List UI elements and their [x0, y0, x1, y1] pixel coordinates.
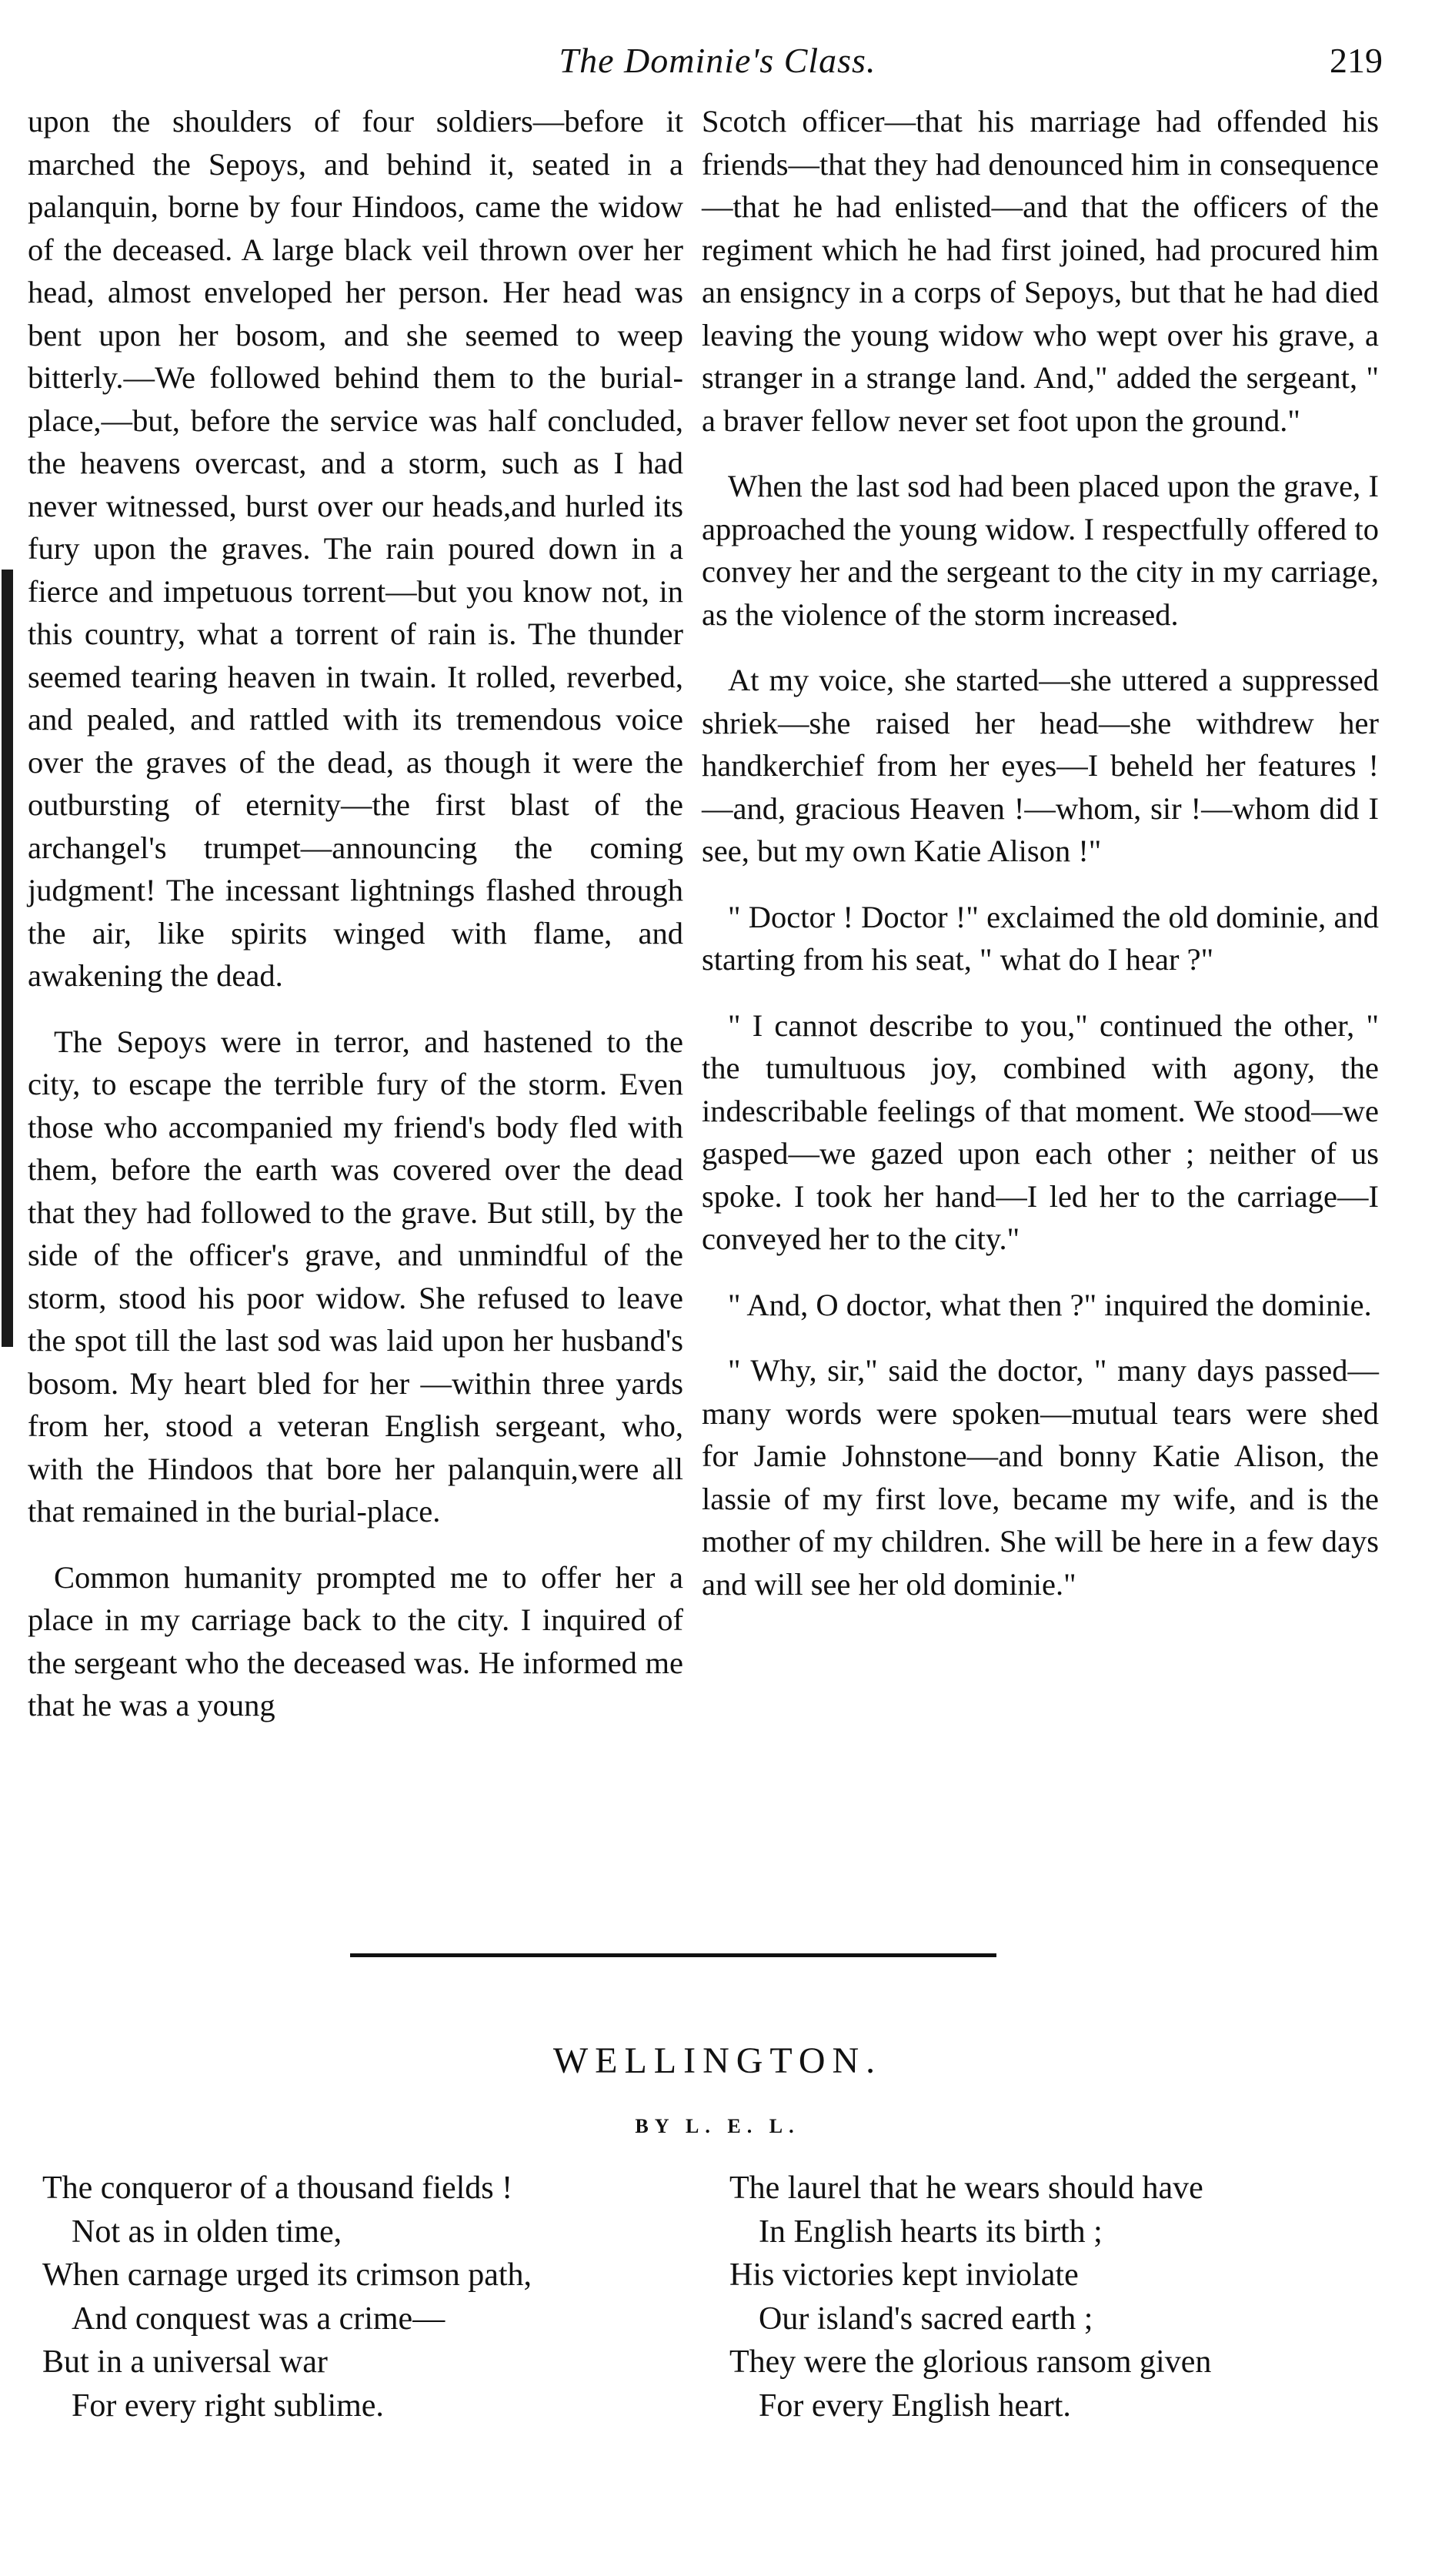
poem-line: For every right sublime. [72, 2387, 384, 2424]
poem-line: Not as in olden time, [72, 2213, 342, 2250]
page-number: 219 [1330, 41, 1383, 80]
poem-byline: BY L. E. L. [635, 2115, 800, 2137]
paragraph: " Doctor ! Doctor !" exclaimed the old dominie, and starting from his seat, " what do I hear ?" [702, 899, 1379, 977]
paragraph: At my voice, she started—she uttered a suppressed shriek—she raised her head—she withdrew her handkerchief from her eyes—I beheld her features !—and, gracious Heaven !—whom, sir !—whom did I see, but my own Katie Alison !" [702, 663, 1379, 868]
poem-line: In English hearts its birth ; [759, 2213, 1103, 2250]
section-divider [350, 1953, 996, 1957]
poem-title: WELLINGTON. [552, 2040, 883, 2081]
poem-line: His victories kept inviolate [729, 2257, 1079, 2293]
poem-line: And conquest was a crime— [72, 2300, 446, 2337]
left-column [28, 100, 683, 1750]
poem-line: The conqueror of a thousand fields ! [42, 2170, 513, 2206]
poem-line: The laurel that he wears should have [729, 2170, 1203, 2206]
paragraph: Common humanity prompted me to offer her a place in my carriage back to the city. I inquired of the sergeant who the deceased was. He informed me that he was a young [28, 1559, 683, 1722]
poem-stanza-right [729, 2167, 1391, 2427]
poem-line: Our island's sacred earth ; [759, 2300, 1093, 2337]
paragraph: When the last sod had been placed upon the grave, I approached the young widow. I respectfully offered to convey her and the sergeant to the city in my carriage, as the violence of the storm increased. [702, 469, 1379, 632]
poem-stanza-left [42, 2167, 673, 2427]
poem-line: When carnage urged its crimson path, [42, 2257, 532, 2293]
margin-scan-mark [2, 570, 13, 1347]
poem-line: But in a universal war [42, 2344, 328, 2380]
poem-line: For every English heart. [759, 2387, 1071, 2424]
paragraph: " Why, sir," said the doctor, " many days passed—many words were spoken—mutual tears were shed for Jamie Johnstone—and bonny Katie Alison, the lassie of my first love, became my wife, and is the mother of my children. She will be here in a few days and will see her old dominie." [702, 1353, 1379, 1602]
right-column [702, 100, 1379, 1629]
running-title: The Dominie's Class. [559, 41, 876, 80]
paragraph: " And, O doctor, what then ?" inquired the dominie. [728, 1287, 1372, 1322]
paragraph: The Sepoys were in terror, and hastened to the city, to escape the terrible fury of the storm. Even those who accompanied my friend's body fled with them, before the earth was covered over the dead that they had followed to the grave. But still, by the side of the officer's grave, and unmindful of the storm, stood his poor widow. She refused to leave the spot till the last sod was laid upon her husband's bosom. My heart bled for her —within three yards from her, stood a veteran English sergeant, who, with the Hindoos that bore her palanquin,were all that remained in the burial-place. [28, 1024, 683, 1529]
paragraph: " I cannot describe to you," continued the other, " the tumultuous joy, combined with agony, the indescribable feelings of that moment. We stood—we gasped—we gazed upon each other ; neither of us spoke. I took her hand—I led her to the carriage—I conveyed her to the city." [702, 1007, 1379, 1256]
paragraph: upon the shoulders of four soldiers—before it marched the Sepoys, and behind it, seated in a palanquin, borne by four Hindoos, came the widow of the deceased. A large black veil thrown over her head, almost enveloped her person. Her head was bent upon her bosom, and she seemed to weep bitterly.—We followed behind them to the burial-place,—but, before the service was half concluded, the heavens overcast, and a storm, such as I had never witnessed, burst over our heads,and hurled its fury upon the graves. The rain poured down in a fierce and impetuous torrent—but you know not, in this country, what a torrent of rain is. The thunder seemed tearing heaven in twain. It rolled, reverbed, and pealed, and rattled with its tremendous voice over the graves of the dead, as though it were the outbursting of eternity—the first blast of the archangel's trumpet—announcing the coming judgment! The incessant lightnings flashed through the air, like spirits winged with flame, and awakening the dead. [28, 104, 683, 993]
poem-line: They were the glorious ransom given [729, 2344, 1212, 2380]
paragraph: Scotch officer—that his marriage had offended his friends—that they had denounced him in consequence—that he had enlisted—and that the officers of the regiment which he had first joined, had procured him an ensigncy in a corps of Sepoys, but that he had died leaving the young widow who wept over his grave, a stranger in a strange land. And," added the sergeant, " a braver fellow never set foot upon the ground." [702, 104, 1379, 438]
